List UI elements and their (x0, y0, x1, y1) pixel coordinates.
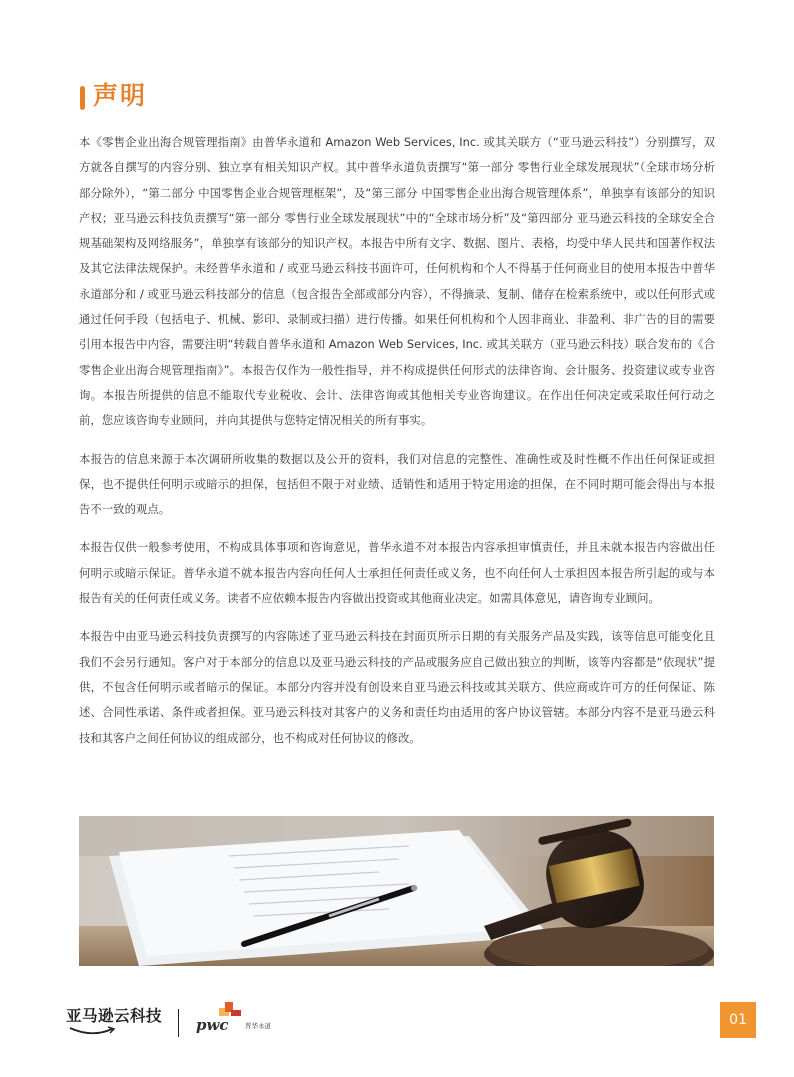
pwc-logo-text: pwc (196, 1016, 229, 1034)
heading-accent-bar (80, 86, 85, 110)
amazon-logo (66, 1004, 166, 1044)
pwc-logo (193, 1002, 283, 1042)
paragraph-1: 本《零售企业出海合规管理指南》由普华永道和 Amazon Web Services, Inc. 或其关联方（“亚马逊云科技”）分别撰写，双方就各自撰写的内容分别、独立享有相关知识产权。其中普华永道负责撰写“第一部分 零售行业全球发展现状”（全球市场分析部分除外），“第二部分 中国零售企业合规管理框架”，及“第三部分 中国零售企业出海合规管理体系”，单独享有该部分的知识产权；亚马逊云科技负责撰写“第一部分 零售行业全球发展现状”中的“全球市场分析”及“第四部分 亚马逊云科技的全球安全合规基础架构及网络服务”，单独享有该部分的知识产权。本报告中所有文字、数据、图片、表格，均受中华人民共和国著作权法及其它法律法规保护。未经普华永道和 / 或亚马逊云科技书面许可，任何机构和个人不得基于任何商业目的使用本报告中普华永道部分和 / 或亚马逊云科技部分的信息（包含报告全部或部分内容），不得摘录、复制、储存在检索系统中，或以任何形式或通过任何手段（包括电子、机械、影印、录制或扫描）进行传播。如果任何机构和个人因非商业、非盈利、非广告的目的需要引用本报告中内容，需要注明“转载自普华永道和 Amazon Web Services, Inc. 或其关联方（亚马逊云科技）联合发布的《合零售企业出海合规管理指南》”。本报告仅作为一般性指导，并不构成提供任何形式的法律咨询、会计服务、投资建议或专业咨询。本报告所提供的信息不能取代专业税收、会计、法律咨询或其他相关专业咨询建议。在作出任何决定或采取任何行动之前，您应该咨询专业顾问，并向其提供与您特定情况相关的所有事实。 (79, 135, 715, 428)
paragraph-2: 本报告的信息来源于本次调研所收集的数据以及公开的资料，我们对信息的完整性、准确性或及时性概不作出任何保证或担保，也不提供任何明示或暗示的担保，包括但不限于对业绩、适销性和适用于特定用途的担保，在不同时期可能会得出与本报告不一致的观点。 (79, 451, 715, 517)
footer-divider (178, 1009, 179, 1037)
page-number-badge: 01 (720, 1002, 756, 1038)
gavel-document-photo (79, 816, 714, 966)
paragraph-3: 本报告仅供一般参考使用，不构成具体事项和咨询意见，普华永道不对本报告内容承担审慎责任，并且未就本报告内容做出任何明示或暗示保证。普华永道不就本报告内容向任何人士承担任何责任或义务，也不向任何人士承担因本报告所引起的或与本报告有关的任何责任或义务。读者不应依赖本报告内容做出投资或其他商业决定。如需具体意见，请咨询专业顾问。 (79, 540, 715, 606)
page-title: 声明 (93, 81, 148, 110)
paragraph-4: 本报告中由亚马逊云科技负责撰写的内容陈述了亚马逊云科技在封面页所示日期的有关服务产品及实践，该等信息可能变化且我们不会另行通知。客户对于本部分的信息以及亚马逊云科技的产品或服务应自己做出独立的判断，该等内容都是“依现状”提供，不包含任何明示或者暗示的保证。本部分内容并没有创设来自亚马逊云科技或其关联方、供应商或许可方的任何保证、陈述、合同性承诺、条件或者担保。亚马逊云科技对其客户的义务和责任均由适用的客户协议管辖。本部分内容不是亚马逊云科技和其客户之间任何协议的组成部分，也不构成对任何协议的修改。 (79, 629, 715, 745)
amazon-logo-text: 亚马逊云科技 (66, 1007, 163, 1025)
amazon-smile-icon (68, 1026, 118, 1036)
pwc-sub-text: 普华永道 (245, 1022, 271, 1030)
disclaimer-body (79, 130, 715, 764)
